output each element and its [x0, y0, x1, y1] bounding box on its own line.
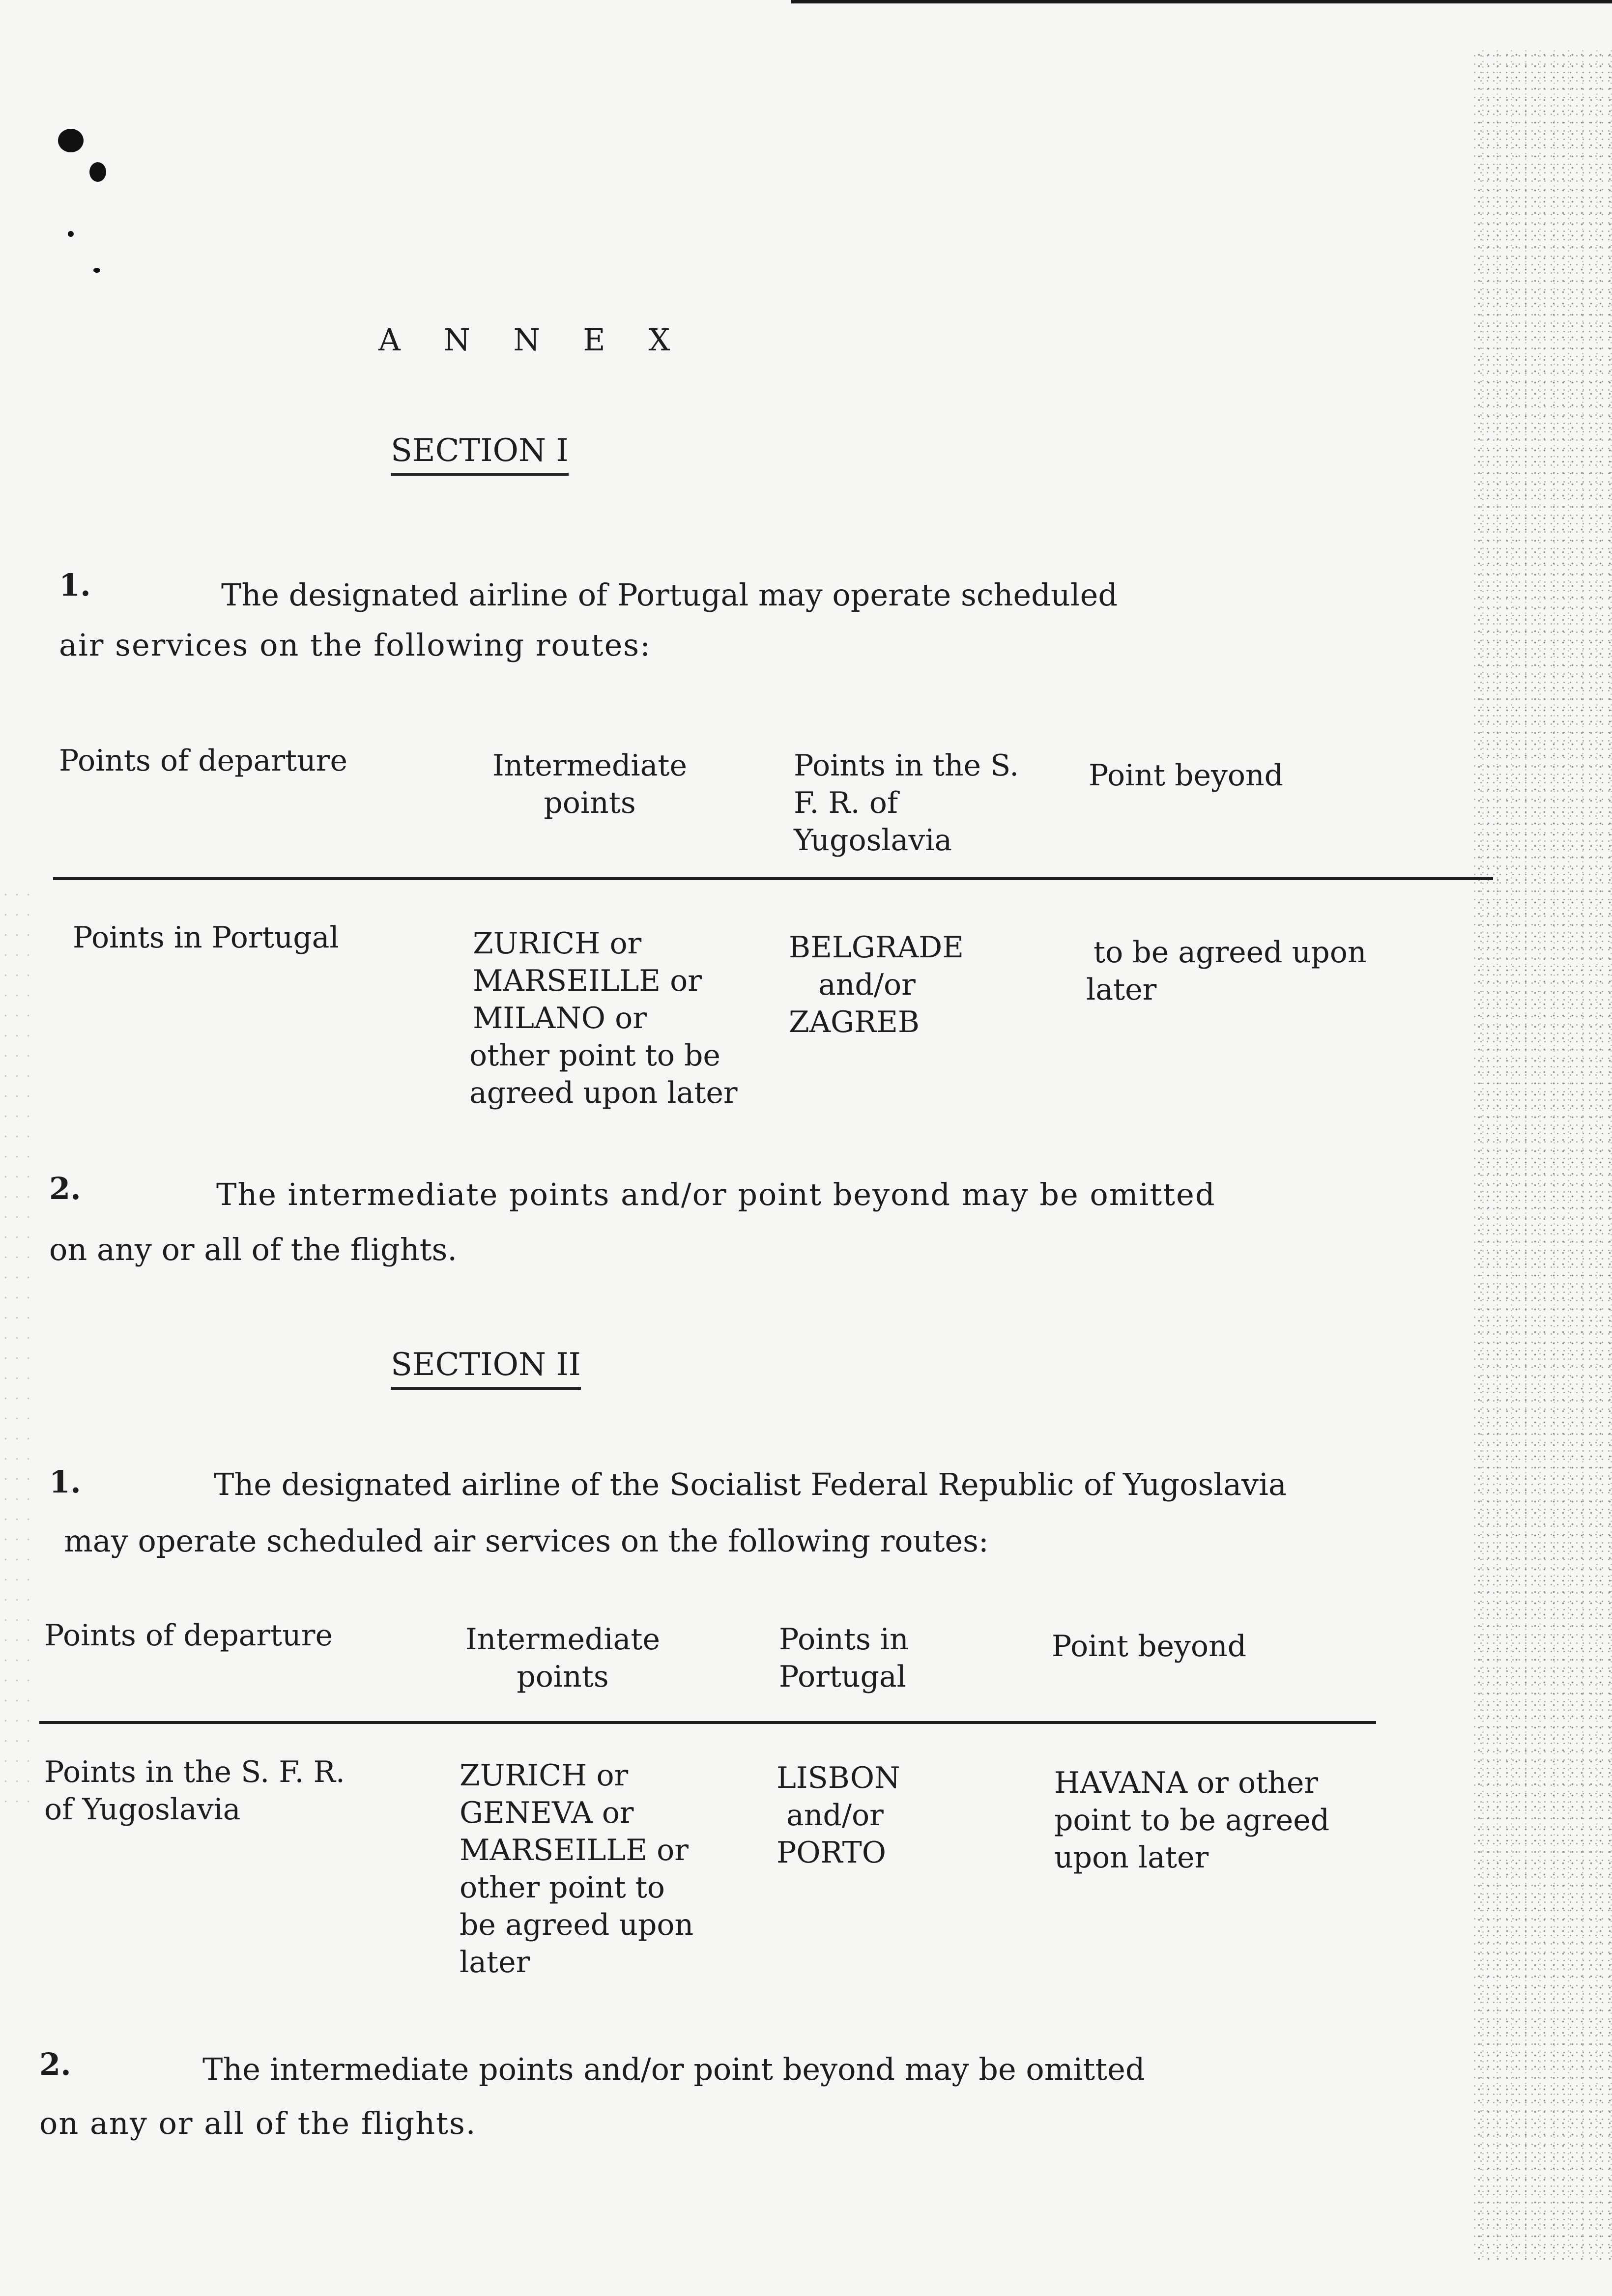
s1-beyond-line: later — [1086, 973, 1157, 1007]
s1-intermediate-line: ZURICH or — [473, 926, 642, 961]
scan-noise-left — [0, 885, 34, 1818]
s2-intermediate-line: GENEVA or — [460, 1796, 634, 1830]
s2-para1-line2: may operate scheduled air services on the following routes: — [64, 1523, 989, 1559]
ink-blot — [89, 162, 106, 182]
s1-table-rule — [53, 877, 1493, 880]
s1-header-intermediate: Intermediate points — [492, 748, 688, 820]
s1-para1-line1: The designated airline of Portugal may operate scheduled — [221, 577, 1118, 613]
s1-beyond-line: to be agreed upon — [1094, 935, 1367, 970]
s2-header-portugal: Points in Portugal — [779, 1622, 909, 1694]
s2-para1-number: 1. — [49, 1464, 81, 1500]
s2-intermediate-line: ZURICH or — [460, 1758, 629, 1793]
s2-beyond-line: upon later — [1054, 1840, 1209, 1875]
s1-intermediate-line: agreed upon later — [469, 1076, 738, 1110]
s1-destination-line: and/or — [818, 968, 916, 1002]
s2-table-rule — [39, 1721, 1376, 1724]
s1-destination-line: ZAGREB — [789, 1005, 920, 1039]
annex-title: A N N E X — [378, 322, 687, 358]
s1-cell-departure: Points in Portugal — [73, 920, 339, 955]
s2-destination-line: PORTO — [777, 1836, 886, 1870]
scan-noise-strip — [1474, 49, 1612, 2261]
s1-header-yugoslavia: Points in the S. F. R. of Yugoslavia — [794, 748, 1019, 858]
s1-intermediate-line: MILANO or — [473, 1001, 647, 1035]
s1-destination-line: BELGRADE — [789, 930, 964, 965]
s2-beyond-line: point to be agreed — [1054, 1803, 1330, 1837]
s2-header-departure: Points of departure — [44, 1618, 333, 1653]
top-edge-rule — [791, 0, 1612, 3]
section-2-title: SECTION II — [391, 1347, 581, 1390]
s1-para2-line2: on any or all of the flights. — [49, 1232, 458, 1267]
s2-intermediate-line: later — [460, 1945, 530, 1980]
s2-header-beyond: Point beyond — [1052, 1629, 1247, 1664]
s1-intermediate-line: MARSEILLE or — [473, 964, 702, 998]
ink-blot — [68, 231, 74, 237]
s2-para2-line1: The intermediate points and/or point beyond may be omitted — [202, 2051, 1145, 2087]
s2-intermediate-line: other point to — [460, 1870, 665, 1905]
ink-blot — [93, 268, 100, 273]
s2-para2-number: 2. — [39, 2046, 71, 2082]
s2-para1-line1: The designated airline of the Socialist Federal Republic of Yugoslavia — [214, 1466, 1287, 1502]
s2-destination-line: LISBON — [777, 1761, 900, 1795]
s1-header-beyond: Point beyond — [1089, 758, 1284, 793]
s1-intermediate-line: other point to be — [469, 1038, 720, 1073]
s2-destination-line: and/or — [786, 1798, 884, 1833]
s1-para2-number: 2. — [49, 1171, 81, 1206]
s2-intermediate-line: MARSEILLE or — [460, 1833, 689, 1867]
s2-departure-line: Points in the S. F. R. — [44, 1755, 345, 1789]
section-1-title: SECTION I — [391, 432, 569, 476]
s2-para2-line2: on any or all of the flights. — [39, 2105, 477, 2141]
s1-para2-line1: The intermediate points and/or point beyond may be omitted — [216, 1177, 1216, 1212]
s1-header-departure: Points of departure — [59, 744, 347, 778]
ink-blot — [58, 129, 84, 152]
s2-intermediate-line: be agreed upon — [460, 1908, 694, 1942]
s1-para1-number: 1. — [59, 567, 91, 603]
s2-departure-line: of Yugoslavia — [44, 1792, 241, 1827]
s1-para1-line2: air services on the following routes: — [59, 627, 651, 663]
s2-header-intermediate: Intermediate points — [465, 1622, 661, 1694]
s2-beyond-line: HAVANA or other — [1054, 1766, 1319, 1800]
